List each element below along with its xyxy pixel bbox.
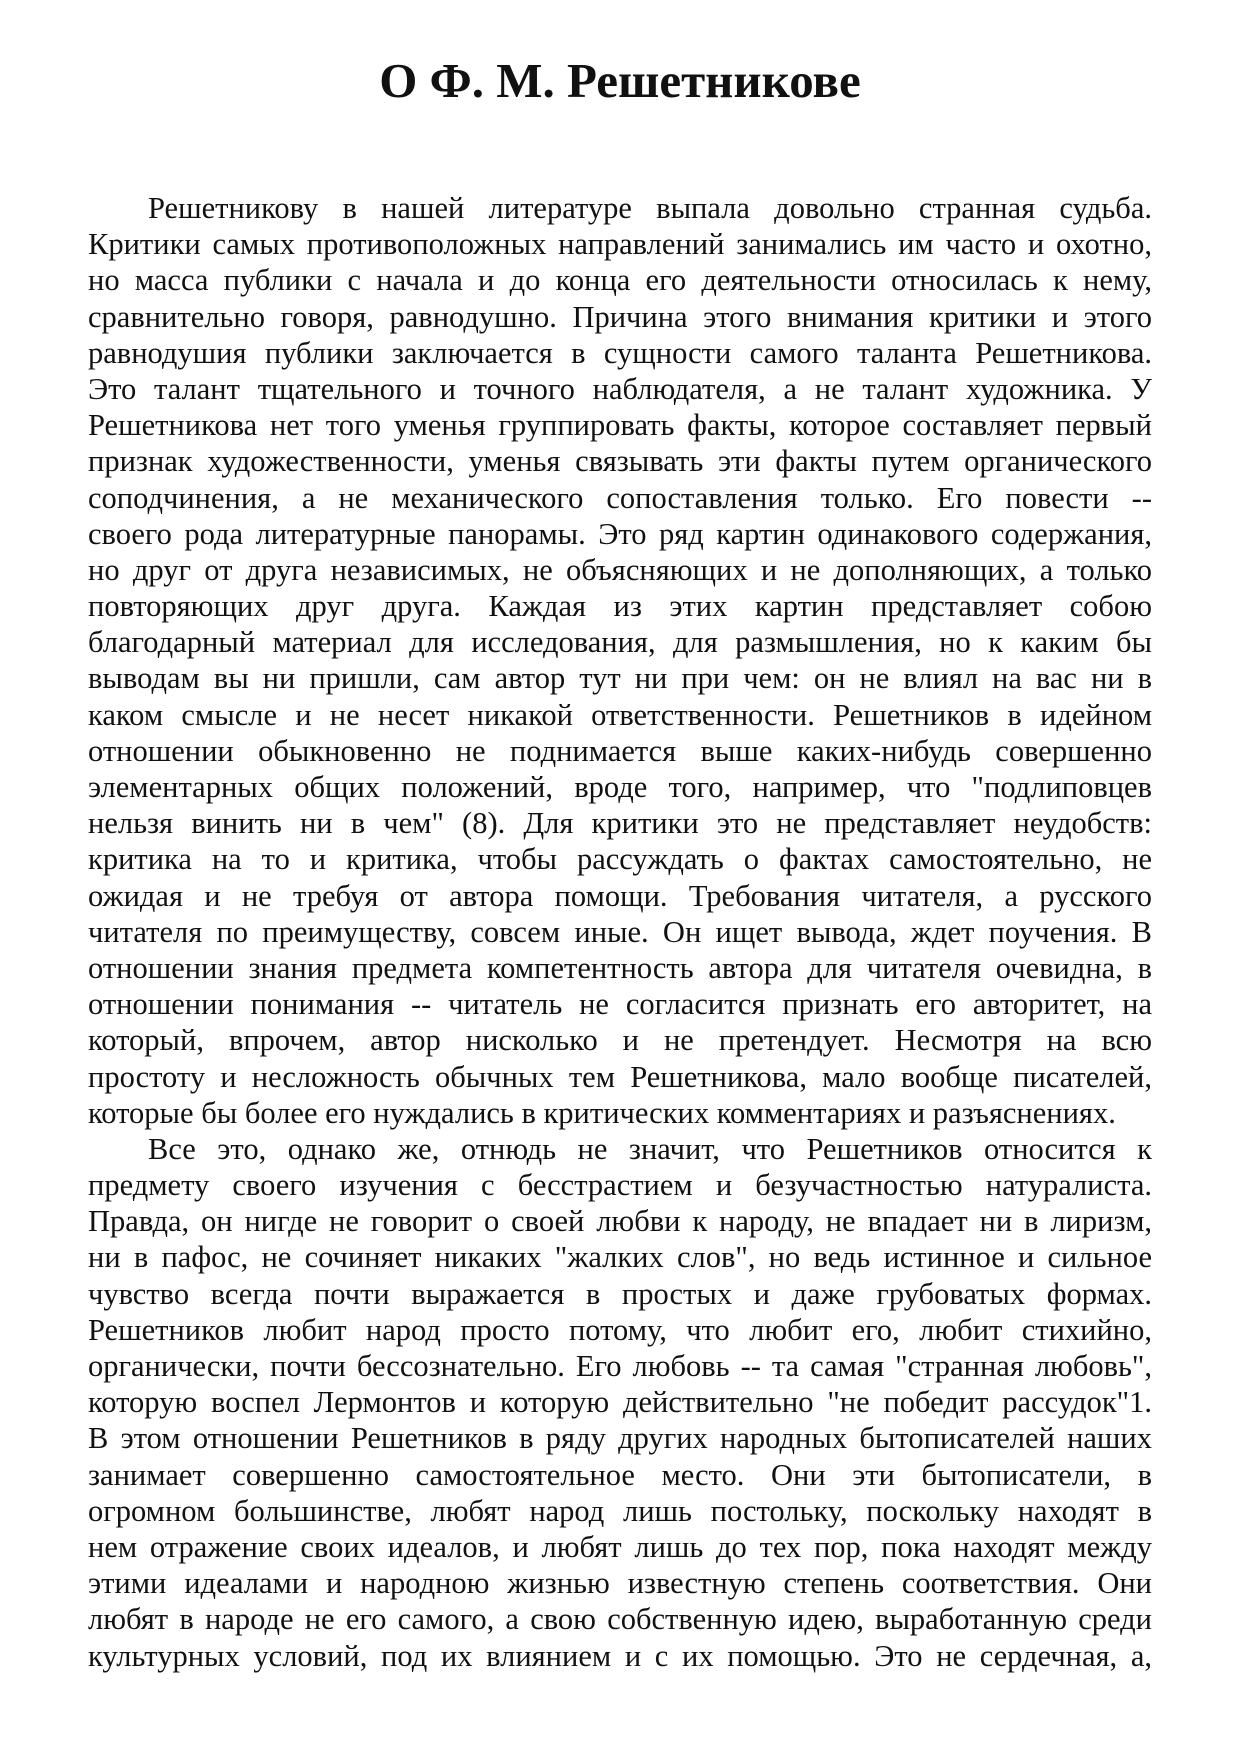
text-line: но масса публики с начала и до конца его деятельности относилась к нему, (88, 263, 1152, 298)
text-line: который, впрочем, автор нисколько и не претендует. Несмотря на всю (88, 1023, 1152, 1058)
text-line: любят в народе не его самого, а свою собственную идею, выработанную среди (88, 1602, 1152, 1637)
text-line: отношении обыкновенно не поднимается выше каких-нибудь совершенно (88, 733, 1152, 768)
paragraph (88, 1131, 1152, 1674)
text-line: чувство всегда почти выражается в простых и даже грубоватых формах. (88, 1276, 1152, 1311)
text-line: занимает совершенно самостоятельное место. Они эти бытописатели, в (88, 1457, 1152, 1492)
page-title: О Ф. М. Решетникове (379, 53, 861, 108)
text-line: каком смысле и не несет никакой ответственности. Решетников в идейном (88, 697, 1152, 732)
text-line: равнодушия публики заключается в сущности самого таланта Решетникова. (88, 335, 1152, 370)
text-line: нельзя винить ни в чем" (8). Для критики это не представляет неудобств: (88, 806, 1152, 841)
text-line: Решетникову в нашей литературе выпала довольно странная судьба. (148, 191, 1152, 225)
text-line: ни в пафос, не сочиняет никаких "жалких слов", но ведь истинное и сильное (88, 1240, 1152, 1275)
text-line: нем отражение своих идеалов, и любят лишь до тех пор, пока находят между (88, 1529, 1152, 1564)
text-line: Все это, однако же, отнюдь не значит, что Решетников относится к (148, 1131, 1152, 1166)
text-line: выводам вы ни пришли, сам автор тут ни при чем: он не влиял на вас ни в (88, 661, 1152, 696)
text-line: отношении понимания -- читатель не согласится признать его авторитет, на (88, 987, 1152, 1022)
text-line: Решетников любит народ просто потому, что любит его, любит стихийно, (88, 1312, 1152, 1347)
text-line: критика на то и критика, чтобы рассуждать о фактах самостоятельно, не (88, 842, 1152, 877)
text-line: Правда, он нигде не говорит о своей любви к народу, не впадает ни в лиризм, (88, 1204, 1152, 1239)
text-line: соподчинения, а не механического сопоставления только. Его повести -- (88, 480, 1152, 515)
text-line: но друг от друга независимых, не объясняющих и не дополняющих, а только (88, 552, 1152, 587)
text-line: благодарный материал для исследования, для размышления, но к каким бы (88, 625, 1152, 660)
text-line: своего рода литературные панорамы. Это ряд картин одинакового содержания, (88, 516, 1152, 551)
text-line: культурных условий, под их влиянием и с их помощью. Это не сердечная, а, (88, 1638, 1152, 1673)
text-line: этими идеалами и народною жизнью известную степень соответствия. Они (88, 1566, 1152, 1601)
text-line: признак художественности, уменья связывать эти факты путем органического (88, 444, 1152, 479)
text-line: огромном большинстве, любят народ лишь постольку, поскольку находят в (88, 1493, 1152, 1528)
text-line: элементарных общих положений, вроде того, например, что "подлиповцев (88, 770, 1152, 804)
text-line: органически, почти бессознательно. Его любовь -- та самая "странная любовь", (88, 1349, 1152, 1383)
text-line: предмету своего изучения с бесстрастием и безучастностью натуралиста. (88, 1168, 1152, 1203)
text-line: сравнительно говоря, равнодушно. Причина этого внимания критики и этого (88, 299, 1152, 334)
text-line: простоту и несложность обычных тем Решетникова, мало вообще писателей, (88, 1059, 1152, 1094)
text-line: повторяющих друг друга. Каждая из этих картин представляет собою (88, 589, 1152, 624)
document-body (88, 190, 1152, 1674)
text-line: которые бы более его нуждались в критических комментариях и разъяснениях. (88, 1095, 1116, 1130)
text-line: ожидая и не требуя от автора помощи. Требования читателя, а русского (88, 878, 1152, 913)
text-line: читателя по преимуществу, совсем иные. Он ищет вывода, ждет поучения. В (88, 914, 1152, 949)
text-line: В этом отношении Решетников в ряду других народных бытописателей наших (88, 1421, 1152, 1456)
text-line: которую воспел Лермонтов и которую действительно "не победит рассудок"1. (88, 1385, 1152, 1420)
text-line: Это талант тщательного и точного наблюдателя, а не талант художника. У (88, 371, 1152, 406)
text-line: Решетникова нет того уменья группировать факты, которое составляет первый (88, 408, 1152, 443)
paragraph (88, 190, 1152, 1131)
text-line: Критики самых противоположных направлений занимались им часто и охотно, (88, 227, 1152, 262)
text-line: отношении знания предмета компетентность автора для читателя очевидна, в (88, 950, 1152, 985)
